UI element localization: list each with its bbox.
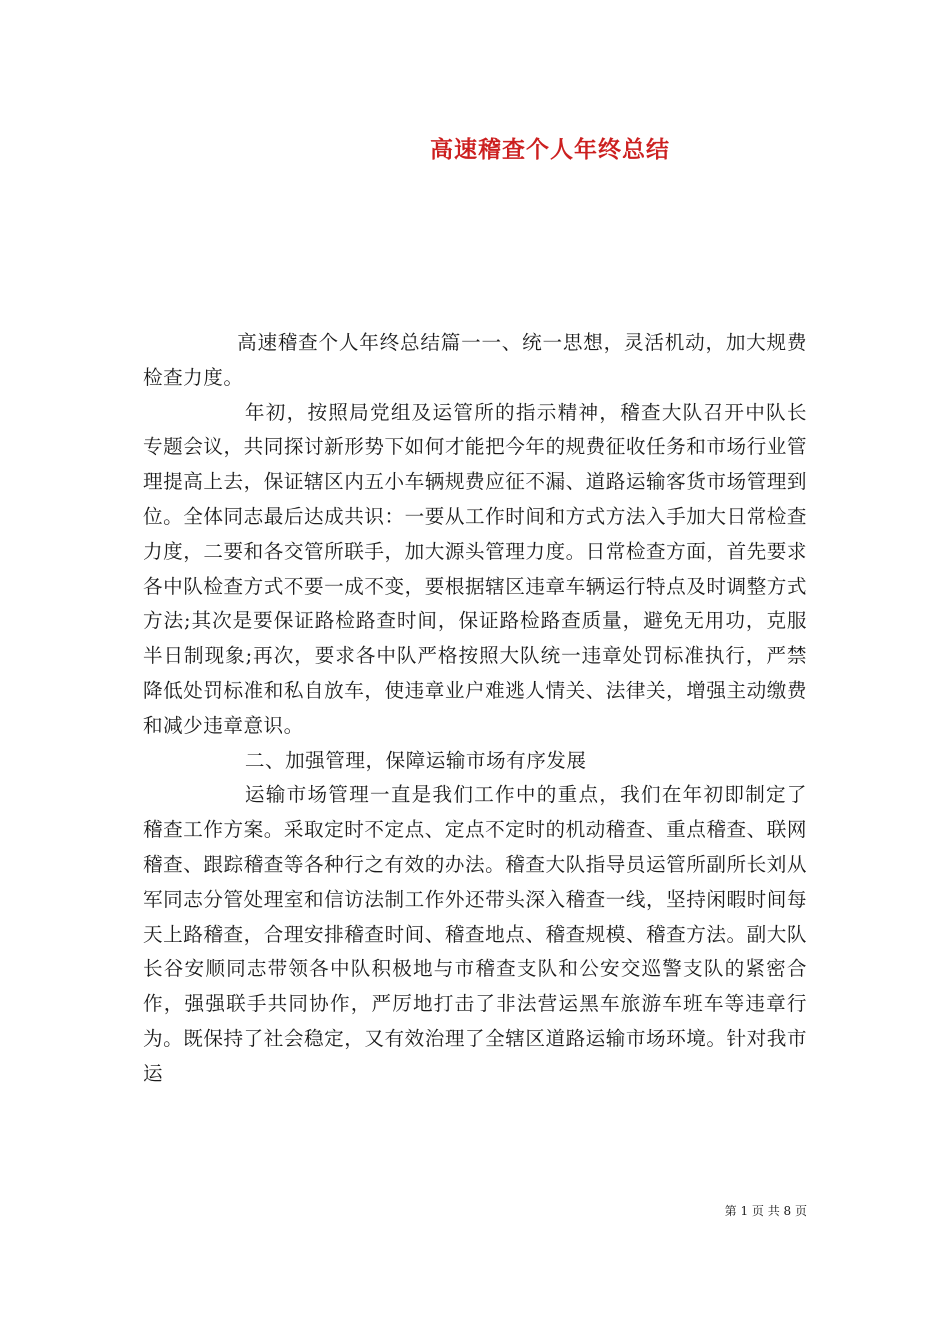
- paragraph-2: 年初，按照局党组及运管所的指示精神，稽查大队召开中队长专题会议，共同探讨新形势下如何才能把今年的规费征收任务和市场行业管理提高上去，保证辖区内五小车辆规费应征不漏、道路运输客货市场管理到位。全体同志最后达成共识：一要从工作时间和方式方法入手加大日常检查力度，二要和各交管所联手，加大源头管理力度。日常检查方面，首先要求各中队检查方式不要一成不变，要根据辖区违章车辆运行特点及时调整方式方法;其次是要保证路检路查时间，保证路检路查质量，避免无用功，克服半日制现象;再次，要求各中队严格按照大队统一违章处罚标准执行，严禁降低处罚标准和私自放车，使违章业户难逃人情关、法律关，增强主动缴费和减少违章意识。: [143, 400, 807, 737]
- paragraph-1: 高速稽查个人年终总结篇一一、统一思想，灵活机动，加大规费检查力度。: [143, 331, 807, 389]
- document-body: [143, 326, 807, 1092]
- section-heading-2: 二、加强管理，保障运输市场有序发展: [244, 748, 587, 772]
- paragraph-3: 运输市场管理一直是我们工作中的重点，我们在年初即制定了稽查工作方案。采取定时不定点、定点不定时的机动稽查、重点稽查、联网稽查、跟踪稽查等各种行之有效的办法。稽查大队指导员运管所副所长刘从军同志分管处理室和信访法制工作外还带头深入稽查一线，坚持闲暇时间每天上路稽查，合理安排稽查时间、稽查地点、稽查规模、稽查方法。副大队长谷安顺同志带领各中队积极地与市稽查支队和公安交巡警支队的紧密合作，强强联手共同协作，严厉地打击了非法营运黑车旅游车班车等违章行为。既保持了社会稳定，又有效治理了全辖区道路运输市场环境。针对我市运: [143, 783, 807, 1085]
- document-title: 高速稽查个人年终总结: [430, 136, 670, 163]
- page-number-footer: 第 1 页 共 8 页: [724, 1204, 807, 1218]
